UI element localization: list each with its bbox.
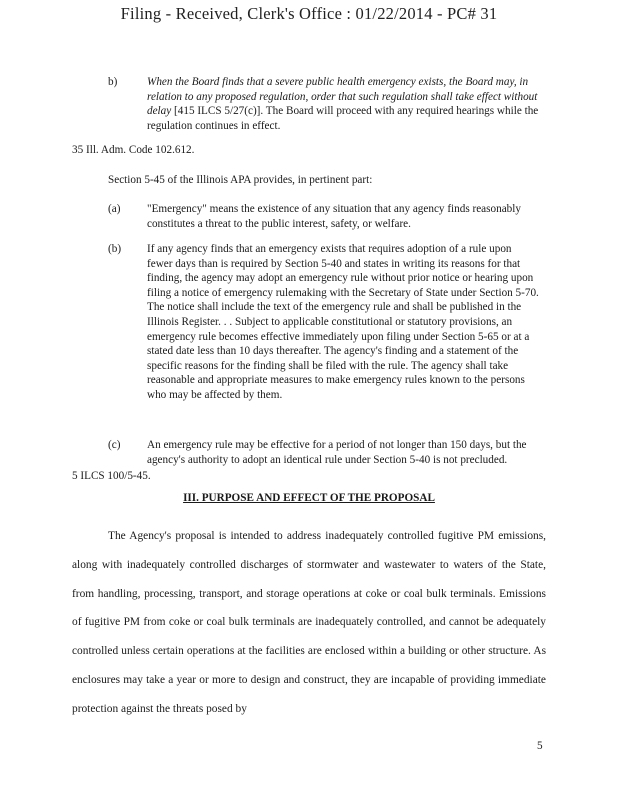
quote-b-normal-text: [415 ILCS 5/27(c)]. The Board will proceed with any required hearings while the regulation continues in effect. bbox=[147, 105, 539, 132]
citation-ilcs: 5 ILCS 100/5-45. bbox=[72, 470, 151, 482]
para-b-text: If any agency finds that an emergency exists that requires adoption of a rule upon fewer days than is required by Section 5-40 and states in writing its reasons for that finding, the agency may adopt an emergency rule without prior notice or hearing upon filing a notice of emergency rulemaking with the Secretary of State under Section 5-70. The notice shall include the text of the emergency rule and shall be published in the Illinois Register. . . Subject to applicable constitutional or statutory provisions, an emergency rule becomes effective immediately upon filing under Section 5-65 or at a stated date less than 10 days thereafter. The agency's finding and a statement of the specific reasons for the finding shall be filed with the rule. The agency shall take reasonable and appropriate measures to make emergency rules known to the persons who may be affected by them. bbox=[147, 243, 539, 401]
para-c-label: (c) bbox=[108, 439, 121, 451]
para-b-label: (b) bbox=[108, 243, 122, 255]
quote-b-italic-text: When the Board finds that a severe public health emergency exists, the Board may, in relation to any proposed regulation, order that such regulation shall take effect without delay bbox=[147, 76, 538, 118]
page-number: 5 bbox=[537, 740, 543, 752]
para-c-text: An emergency rule may be effective for a period of not longer than 150 days, but the agency's authority to adopt an identical rule under Section 5-40 is not precluded. bbox=[147, 439, 527, 466]
para-a-label: (a) bbox=[108, 203, 121, 215]
apa-intro-text: Section 5-45 of the Illinois APA provides, in pertinent part: bbox=[108, 174, 373, 186]
filing-stamp-header: Filing - Received, Clerk's Office : 01/22/2014 - PC# 31 bbox=[120, 4, 498, 23]
quote-b-text bbox=[147, 75, 545, 133]
quote-b-label: b) bbox=[108, 76, 118, 88]
citation-adm-code: 35 Ill. Adm. Code 102.612. bbox=[72, 144, 195, 156]
body-paragraph: The Agency's proposal is intended to address inadequately controlled fugitive PM emissions, along with inadequately controlled discharges of stormwater and wastewater to waters of the State, from handling, processing, transport, and storage operations at coke or coal bulk terminals. Emissions of fugitive PM from coke or coal bulk terminals are inadequately controlled, and cannot be adequately controlled unless certain operations at the facilities are enclosed within a building or other structure. As enclosures may take a year or more to design and construct, they are incapable of providing immediate protection against the threats posed by bbox=[72, 530, 546, 715]
body-paragraph-container bbox=[72, 522, 546, 724]
para-a-text: "Emergency" means the existence of any situation that any agency finds reasonably constitutes a threat to the public interest, safety, or welfare. bbox=[147, 203, 521, 230]
section-heading: III. PURPOSE AND EFFECT OF THE PROPOSAL bbox=[183, 492, 435, 504]
